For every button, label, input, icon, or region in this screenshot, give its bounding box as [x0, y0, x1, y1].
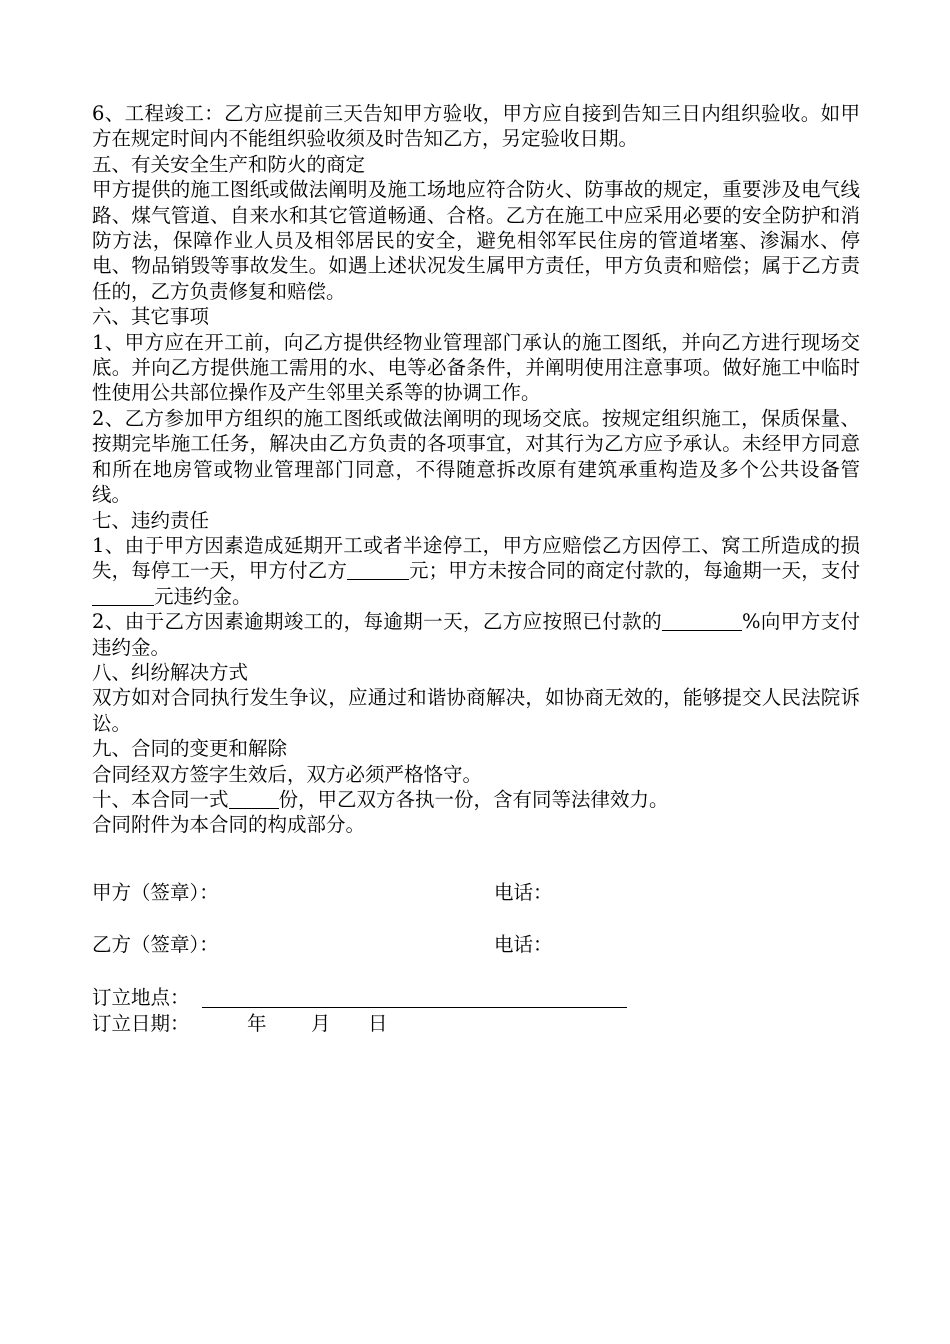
date-year-label: 年 [247, 1012, 267, 1035]
party-a-phone-label: 电话： [494, 881, 553, 904]
section-8-text: 双方如对合同执行发生争议，应通过和谐协商解决，如协商无效的，能够提交人民法院诉讼。 [92, 686, 860, 735]
section-7-item-2 [92, 609, 860, 660]
party-b-signature-label: 乙方（签章）： [92, 933, 219, 956]
signing-date-row [92, 1011, 388, 1036]
date-day-label: 日 [368, 1012, 388, 1035]
party-a-signature-label: 甲方（签章）： [92, 881, 219, 904]
party-a-signature-row [92, 880, 553, 905]
section-7-heading: 七、违约责任 [92, 508, 210, 532]
section-7-item-1-text-b: 元；甲方未按合同的商定付款的，每逾期一天，支付 [408, 559, 860, 583]
late-payment-blank[interactable] [92, 585, 154, 606]
section-7-item-2-text-a: 2、由于乙方因素逾期竣工的，每逾期一天，乙方应按照已付款的 [92, 610, 662, 634]
copies-count-blank[interactable] [229, 788, 279, 809]
section-7-item-1-text-a: 1、由于甲方因素造成延期开工或者半途停工，甲方应赔偿乙方因停工、窝工所造成的损失，每停工一天，甲方付乙方 [92, 533, 860, 583]
section-6-item-1: 1、甲方应在开工前，向乙方提供经物业管理部门承认的施工图纸，并向乙方进行现场交底。并向乙方提供施工需用的水、电等必备条件，并阐明使用注意事项。做好施工中临时性使用公共部位操作及产生邻里关系等的协调工作。 [92, 330, 860, 405]
section-5-heading: 五、有关安全生产和防火的商定 [92, 152, 366, 176]
section-6-item-2: 2、乙方参加甲方组织的施工图纸或做法阐明的现场交底。按规定组织施工，保质保量、按期完毕施工任务，解决由乙方负责的各项事宜，对其行为乙方应予承认。未经甲方同意和所在地房管或物业管理部门同意，不得随意拆改原有建筑承重构造及多个公共设备管线。 [92, 406, 860, 507]
party-b-signature-row [92, 932, 553, 957]
section-7-item-1 [92, 533, 860, 609]
section-10-text-b: 份，甲乙双方各执一份，含有同等法律效力。 [278, 787, 669, 811]
section-8-heading: 八、纠纷解决方式 [92, 660, 249, 684]
section-6-heading: 六、其它事项 [92, 305, 210, 329]
signing-place-blank[interactable] [202, 1007, 627, 1008]
section-10-text [92, 787, 860, 812]
attachment-note: 合同附件为本合同的构成部分。 [92, 813, 366, 837]
party-b-phone-label: 电话： [494, 933, 553, 956]
section-7-item-2-text-b: %向甲方支付违约金。 [92, 610, 860, 659]
section-9-text: 合同经双方签字生效后，双方必须严格恪守。 [92, 762, 483, 786]
signing-place-label: 订立地点： [92, 986, 190, 1009]
section-9-heading: 九、合同的变更和解除 [92, 737, 288, 761]
clause-6-completion: 6、工程竣工：乙方应提前三天告知甲方验收，甲方应自接到告知三日内组织验收。如甲方在规定时间内不能组织验收须及时告知乙方，另定验收日期。 [92, 102, 860, 151]
section-5-text: 甲方提供的施工图纸或做法阐明及施工场地应符合防火、防事故的规定，重要涉及电气线路、煤气管道、自来水和其它管道畅通、合格。乙方在施工中应采用必要的安全防护和消防方法，保障作业人员及相邻居民的安全，避免相邻军民住房的管道堵塞、渗漏水、停电、物品销毁等事故发生。如遇上述状况发生属甲方责任，甲方负责和赔偿；属于乙方责任的，乙方负责修复和赔偿。 [92, 178, 860, 303]
daily-compensation-blank[interactable] [347, 560, 409, 581]
contract-body [92, 101, 860, 838]
signing-place-row [92, 985, 190, 1010]
signing-date-label: 订立日期： [92, 1012, 190, 1035]
section-10-text-a: 十、本合同一式 [92, 787, 229, 811]
penalty-percent-blank[interactable] [662, 611, 742, 632]
date-month-label: 月 [311, 1012, 331, 1035]
section-7-item-1-text-c: 元违约金。 [154, 584, 252, 608]
